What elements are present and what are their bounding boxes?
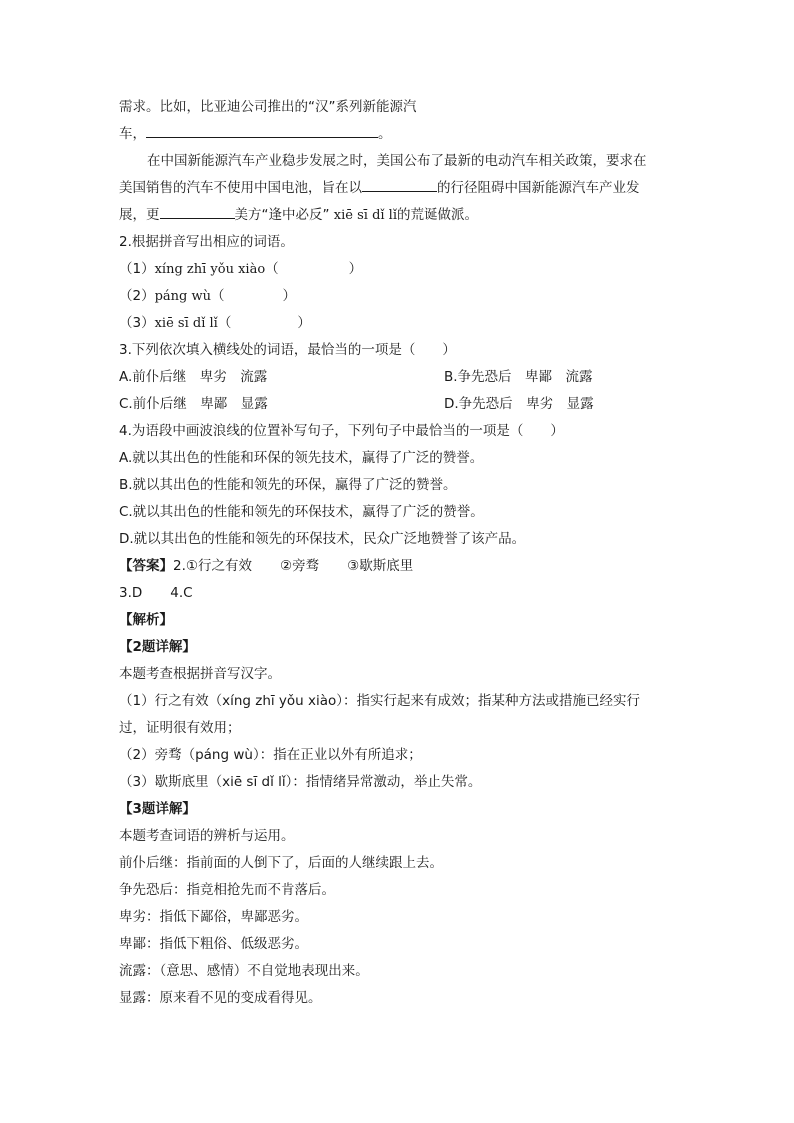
analysis-q2-item-1b: 过，证明很有效用； <box>119 720 241 736</box>
passage-line-1: 需求。比如，比亚迪公司推出的“汉”系列新能源汽 <box>119 99 417 115</box>
q4-option-c: C.就以其出色的性能和领先的环保技术，赢得了广泛的赞誉。 <box>119 504 484 520</box>
passage-line-2-prefix: 车， <box>119 126 146 142</box>
answer-label: 【答案】 <box>119 558 173 574</box>
analysis-q3-header: 【3题详解】 <box>119 801 196 817</box>
analysis-q2-item-3: （3）歇斯底里（xiē sī dǐ lǐ）：指情绪异常激动，举止失常。 <box>119 774 482 790</box>
q2-item-1-num: （1） <box>119 261 155 277</box>
passage-line-2-suffix: 。 <box>378 126 392 142</box>
q4-title: 4.为语段中画波浪线的位置补写句子，下列句子中最恰当的一项是（ ） <box>119 423 564 439</box>
passage-line-5 <box>119 202 679 229</box>
passage-line-2 <box>119 121 679 148</box>
q2-item-2-pinyin: páng wù <box>154 289 211 304</box>
passage-line-4-suffix: 的行径阻碍中国新能源汽车产业发 <box>437 180 640 196</box>
analysis-q3-line: 争先恐后：指竞相抢先而不肯落后。 <box>119 882 335 898</box>
q2-item-2-close: ） <box>282 288 296 304</box>
analysis-q3-line: 前仆后继：指前面的人倒下了，后面的人继续跟上去。 <box>119 855 443 871</box>
q2-item-1-open: （ <box>265 261 279 277</box>
passage-line-4 <box>119 175 679 202</box>
analysis-q2-intro: 本题考查根据拼音写汉字。 <box>119 666 281 682</box>
answer-q3: 3.D <box>119 585 143 601</box>
answer-line-1 <box>119 553 679 580</box>
q2-item-2 <box>119 283 679 310</box>
passage-line-3: 在中国新能源汽车产业稳步发展之时，美国公布了最新的电动汽车相关政策，要求在 <box>147 153 647 169</box>
answer-q2-a2: ②旁骛 <box>280 558 320 574</box>
answer-q2-prefix: 2. <box>173 558 186 574</box>
q3-title: 3.下列依次填入横线处的词语，最恰当的一项是（ ） <box>119 342 456 358</box>
q2-item-3-num: （3） <box>119 315 155 331</box>
answer-q2-a3: ③歇斯底里 <box>347 558 414 574</box>
q3-option-b: B.争先恐后 卑鄙 流露 <box>444 369 593 385</box>
answer-blank-1 <box>146 121 378 138</box>
analysis-q3-line: 流露：（意思、感情）不自觉地表现出来。 <box>119 963 369 979</box>
document-content <box>119 94 679 1012</box>
q4-option-d: D.就以其出色的性能和领先的环保技术，民众广泛地赞誉了该产品。 <box>119 531 526 547</box>
analysis-q3-intro: 本题考查词语的辨析与运用。 <box>119 828 295 844</box>
analysis-q2-item-2: （2）旁骛（páng wù）：指在正业以外有所追求； <box>119 747 422 763</box>
q4-option-b: B.就以其出色的性能和领先的环保，赢得了广泛的赞誉。 <box>119 477 457 493</box>
q2-item-3-open: （ <box>217 315 232 331</box>
passage-line-5-middle: 美方“逢中必反” <box>234 207 330 223</box>
q2-title: 2.根据拼音写出相应的词语。 <box>119 234 294 250</box>
answer-line-2 <box>119 580 679 607</box>
analysis-q2-header: 【2题详解】 <box>119 639 196 655</box>
q4-option-a: A.就以其出色的性能和环保的领先技术，赢得了广泛的赞誉。 <box>119 450 484 466</box>
passage-line-5-prefix: 展，更 <box>119 207 160 223</box>
q2-item-3-pinyin: xiē sī dǐ lǐ <box>154 316 218 331</box>
q3-option-c: C.前仆后继 卑鄙 显露 <box>119 396 268 412</box>
analysis-label: 【解析】 <box>119 612 173 628</box>
q2-item-3 <box>119 310 679 337</box>
q3-option-a: A.前仆后继 卑劣 流露 <box>119 369 268 385</box>
q3-option-d: D.争先恐后 卑劣 显露 <box>444 396 594 412</box>
passage-line-5-suffix: 的荒诞做派。 <box>397 207 479 223</box>
analysis-q3-line: 卑鄙：指低下粗俗、低级恶劣。 <box>119 936 308 952</box>
q3-options-row-2 <box>119 391 679 418</box>
answer-q4: 4.C <box>170 585 193 601</box>
q2-item-1 <box>119 256 679 283</box>
q2-item-1-pinyin: xíng zhī yǒu xiào <box>154 262 266 277</box>
q2-item-1-close: ） <box>348 261 363 277</box>
passage-line-4-prefix: 美国销售的汽车不使用中国电池，旨在以 <box>119 180 362 196</box>
analysis-q3-line: 卑劣：指低下鄙俗，卑鄙恶劣。 <box>119 909 308 925</box>
answer-blank-3 <box>160 202 235 219</box>
q2-item-3-close: ） <box>297 315 311 331</box>
passage-line-5-pinyin: xiē sī dǐ lǐ <box>333 208 398 223</box>
q3-options-row-1 <box>119 364 679 391</box>
analysis-q2-item-1a: （1）行之有效（xíng zhī yǒu xiào）：指实行起来有成效；指某种方法或措施已经实行 <box>119 693 641 709</box>
q2-item-2-num: （2） <box>119 288 155 304</box>
analysis-q3-line: 显露：原来看不见的变成看得见。 <box>119 990 322 1006</box>
answer-blank-2 <box>362 175 437 192</box>
answer-q2-a1: ①行之有效 <box>185 558 252 574</box>
q2-item-2-open: （ <box>211 288 225 304</box>
